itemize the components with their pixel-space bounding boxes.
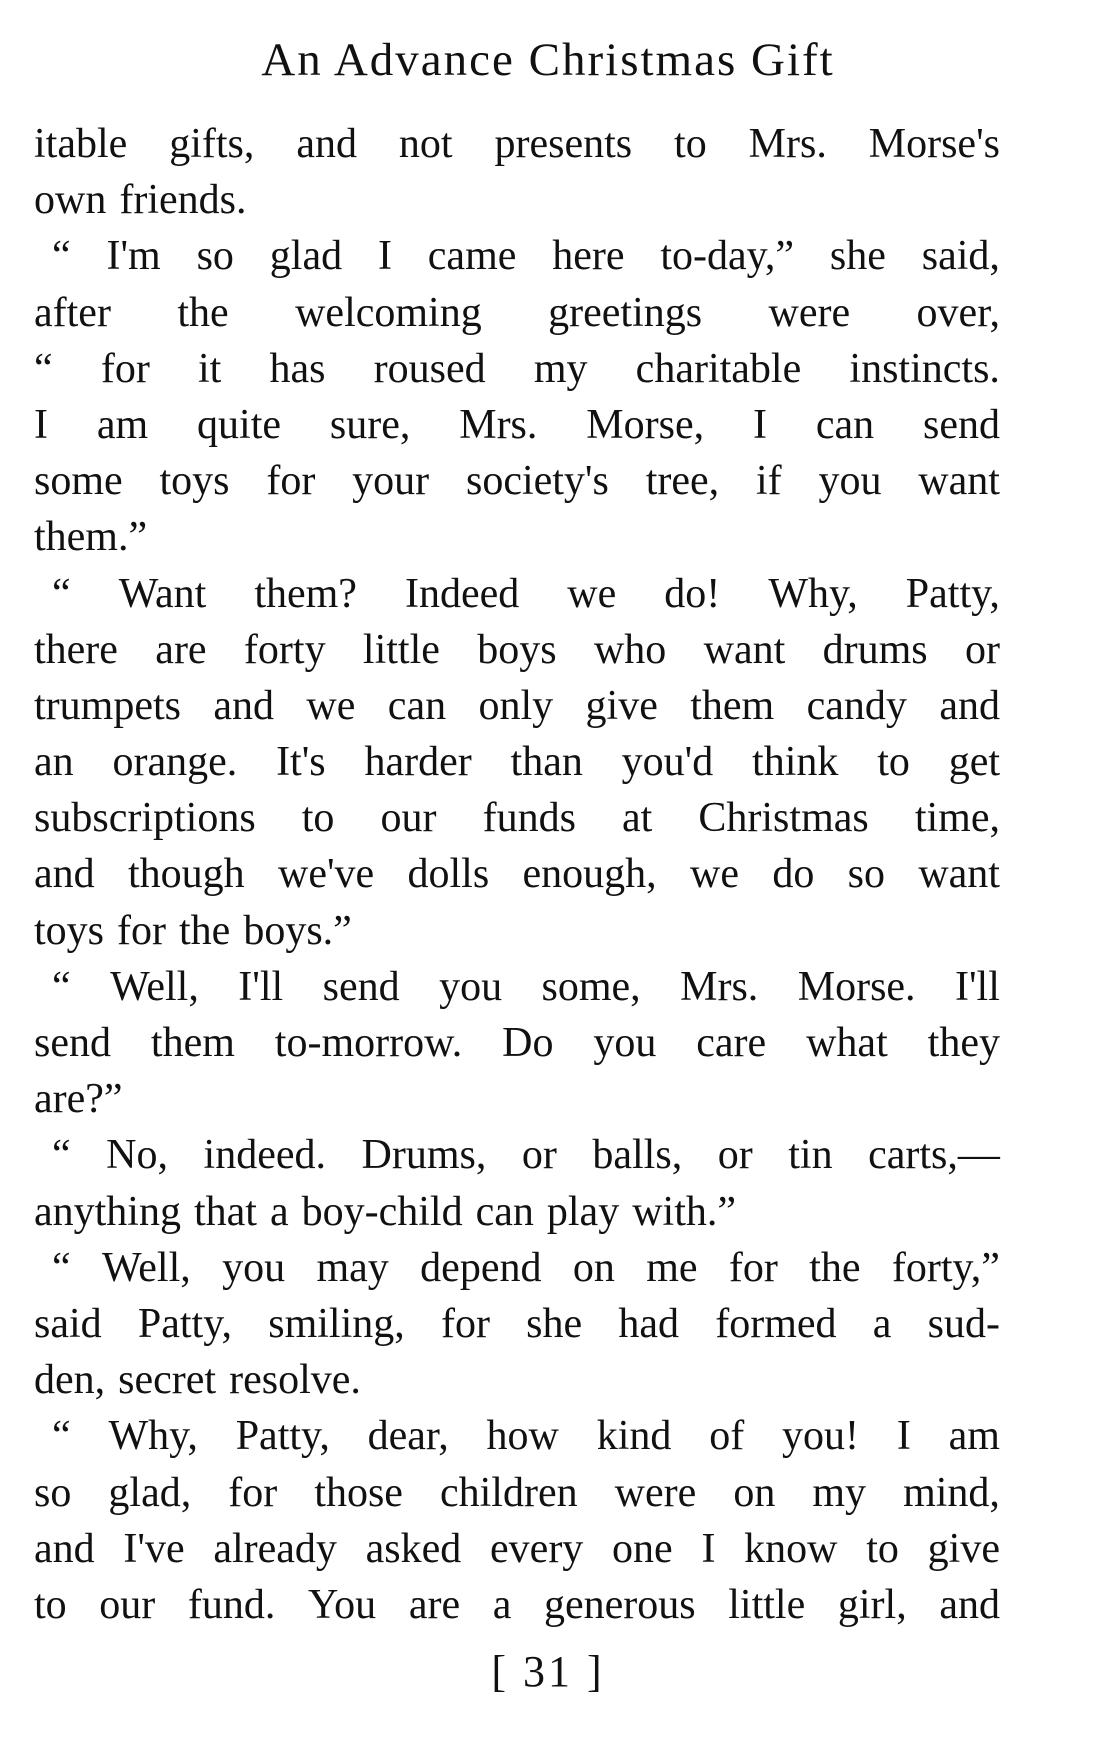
word: Drums, bbox=[361, 1132, 487, 1179]
word: Morse, bbox=[586, 401, 705, 448]
word: not bbox=[398, 121, 453, 167]
word: it bbox=[197, 345, 222, 392]
word: itable bbox=[34, 121, 128, 167]
word: my bbox=[812, 1469, 867, 1516]
word: or bbox=[717, 1132, 753, 1179]
word: may bbox=[316, 1244, 389, 1291]
text-line bbox=[34, 846, 1000, 902]
word: are bbox=[155, 626, 207, 673]
word: and bbox=[296, 121, 357, 167]
word: “ bbox=[52, 1132, 71, 1179]
word: how bbox=[486, 1413, 559, 1460]
word: we bbox=[567, 570, 617, 617]
word: the bbox=[177, 289, 229, 336]
word: them.” bbox=[34, 514, 148, 561]
word: orange. bbox=[112, 739, 238, 786]
word: we bbox=[306, 682, 356, 729]
word: after bbox=[34, 289, 111, 336]
word: den, bbox=[34, 1357, 106, 1404]
text-line bbox=[34, 116, 1000, 172]
word: so bbox=[847, 851, 885, 898]
word: to-day,” bbox=[660, 233, 795, 280]
word: anything bbox=[34, 1188, 181, 1235]
word: you bbox=[818, 458, 882, 505]
word: give bbox=[585, 682, 658, 729]
word: so bbox=[34, 1469, 72, 1516]
word: secret bbox=[118, 1357, 217, 1404]
word: I bbox=[377, 233, 392, 280]
word: send bbox=[34, 1020, 111, 1066]
word: care bbox=[696, 1020, 767, 1066]
word: here bbox=[552, 233, 625, 280]
word: to-morrow. bbox=[274, 1020, 463, 1066]
word: our bbox=[99, 1581, 156, 1628]
word: depend bbox=[420, 1244, 542, 1291]
word: own bbox=[34, 177, 107, 224]
word: Morse. bbox=[797, 963, 916, 1010]
word: an bbox=[34, 739, 74, 786]
word: sud- bbox=[927, 1300, 1000, 1347]
word: Indeed bbox=[404, 570, 520, 617]
word: some bbox=[34, 458, 123, 505]
word: toys bbox=[34, 907, 105, 954]
text-line bbox=[34, 1465, 1000, 1521]
text-line bbox=[34, 734, 1000, 790]
word: my bbox=[533, 345, 588, 392]
word: and bbox=[213, 682, 275, 729]
word: them bbox=[690, 682, 775, 729]
word: them? bbox=[254, 570, 357, 617]
word: carts,— bbox=[868, 1132, 1000, 1179]
word: send bbox=[322, 963, 400, 1010]
text-line bbox=[34, 228, 1000, 284]
word: I bbox=[752, 401, 767, 448]
word: Why, bbox=[768, 570, 858, 617]
word: Want bbox=[118, 570, 207, 617]
text-line bbox=[34, 1071, 1000, 1127]
word: forty bbox=[243, 626, 326, 673]
word: think bbox=[752, 739, 839, 786]
word: said, bbox=[921, 233, 1000, 280]
word: the bbox=[809, 1244, 861, 1291]
word: subscriptions bbox=[34, 795, 256, 842]
text-line bbox=[34, 509, 1000, 565]
word: glad, bbox=[108, 1469, 192, 1516]
word: instincts. bbox=[849, 345, 1000, 392]
word: to bbox=[877, 739, 910, 786]
word: balls, bbox=[592, 1132, 683, 1179]
word: little bbox=[728, 1581, 806, 1628]
word: quite bbox=[197, 401, 282, 448]
text-line bbox=[34, 397, 1000, 453]
word: can bbox=[815, 401, 875, 448]
word: girl, bbox=[837, 1581, 907, 1628]
text-line bbox=[34, 453, 1000, 509]
word: Mrs. bbox=[459, 401, 538, 448]
word: Do bbox=[502, 1020, 554, 1066]
word: glad bbox=[269, 233, 343, 280]
word: resolve. bbox=[229, 1357, 361, 1404]
text-line bbox=[34, 1184, 1000, 1240]
word: Mrs. bbox=[748, 121, 827, 167]
word: our bbox=[380, 795, 437, 842]
word: and bbox=[939, 1581, 1000, 1628]
word: trumpets bbox=[34, 682, 181, 729]
word: asked bbox=[365, 1525, 462, 1572]
word: to bbox=[674, 121, 707, 167]
word: has bbox=[269, 345, 326, 392]
word: formed bbox=[715, 1300, 837, 1347]
word: I bbox=[896, 1413, 911, 1460]
word: know bbox=[744, 1525, 838, 1572]
word: only bbox=[478, 682, 554, 729]
word: Morse's bbox=[868, 121, 1000, 167]
word: welcoming bbox=[295, 289, 482, 336]
word: You bbox=[308, 1581, 377, 1628]
word: than bbox=[510, 739, 583, 786]
word: you! bbox=[782, 1413, 859, 1460]
word: tin bbox=[788, 1132, 833, 1179]
word: dolls bbox=[407, 851, 490, 898]
word: for bbox=[228, 1469, 278, 1516]
word: do! bbox=[664, 570, 721, 617]
text-line bbox=[34, 622, 1000, 678]
word: boy-child bbox=[301, 1188, 463, 1235]
word: can bbox=[387, 682, 447, 729]
word: It's bbox=[276, 739, 326, 786]
word: or bbox=[965, 626, 1000, 673]
page-number: [ 31 ] bbox=[491, 1647, 605, 1696]
word: “ bbox=[52, 1413, 71, 1460]
word: I bbox=[34, 401, 48, 448]
word: time, bbox=[914, 795, 1000, 842]
word: were bbox=[768, 289, 851, 336]
word: and bbox=[34, 851, 95, 898]
word: gifts, bbox=[169, 121, 255, 167]
word: dear, bbox=[367, 1413, 449, 1460]
word: play bbox=[546, 1188, 620, 1235]
word: you bbox=[222, 1244, 286, 1291]
word: and bbox=[34, 1525, 95, 1572]
word: kind bbox=[596, 1413, 672, 1460]
word: boys.” bbox=[243, 907, 352, 954]
word: with.” bbox=[632, 1188, 737, 1235]
word: I've bbox=[123, 1525, 185, 1572]
word: them bbox=[150, 1020, 235, 1066]
word: a bbox=[872, 1300, 892, 1347]
word: “ bbox=[52, 963, 71, 1010]
word: get bbox=[948, 739, 1000, 786]
word: toys bbox=[159, 458, 230, 505]
word: I'll bbox=[238, 963, 284, 1010]
word: I'll bbox=[955, 963, 1000, 1010]
word: harder bbox=[364, 739, 472, 786]
running-head: An Advance Christmas Gift bbox=[261, 34, 835, 86]
word: every bbox=[490, 1525, 584, 1572]
word: she bbox=[829, 233, 886, 280]
word: are?” bbox=[34, 1076, 123, 1123]
word: roused bbox=[373, 345, 486, 392]
word: me bbox=[646, 1244, 698, 1291]
word: candy bbox=[806, 682, 907, 729]
word: forty,” bbox=[891, 1244, 1000, 1291]
text-line bbox=[34, 1352, 1000, 1408]
text-line bbox=[34, 172, 1000, 228]
text-line bbox=[34, 285, 1000, 341]
word: though bbox=[127, 851, 245, 898]
word: for bbox=[266, 458, 316, 505]
text-line bbox=[34, 1408, 1000, 1464]
word: those bbox=[314, 1469, 403, 1516]
word: and bbox=[939, 682, 1000, 729]
word: of bbox=[709, 1413, 745, 1460]
word: smiling, bbox=[268, 1300, 405, 1347]
text-line bbox=[34, 959, 1000, 1015]
word: Why, bbox=[108, 1413, 198, 1460]
word: or bbox=[521, 1132, 557, 1179]
word: one bbox=[612, 1525, 673, 1572]
word: children bbox=[440, 1469, 578, 1516]
word: Patty, bbox=[235, 1413, 330, 1460]
word: Christmas bbox=[698, 795, 869, 842]
word: we bbox=[690, 851, 739, 898]
word: boys bbox=[477, 626, 557, 673]
word: sure, bbox=[329, 401, 411, 448]
word: indeed. bbox=[203, 1132, 326, 1179]
word: I'm bbox=[106, 233, 161, 280]
word: the bbox=[179, 907, 231, 954]
text-line bbox=[34, 678, 1000, 734]
text-line bbox=[34, 1240, 1000, 1296]
word: on bbox=[572, 1244, 615, 1291]
word: came bbox=[427, 233, 517, 280]
word: for bbox=[100, 345, 150, 392]
word: funds bbox=[482, 795, 576, 842]
text-line bbox=[34, 1521, 1000, 1577]
word: what bbox=[806, 1020, 888, 1066]
word: for bbox=[117, 907, 166, 954]
word: presents bbox=[494, 121, 633, 167]
word: had bbox=[618, 1300, 680, 1347]
word: give bbox=[927, 1525, 1000, 1572]
text-line bbox=[34, 903, 1000, 959]
text-line bbox=[34, 1127, 1000, 1183]
word: No, bbox=[106, 1132, 169, 1179]
word: fund. bbox=[187, 1581, 276, 1628]
word: a bbox=[269, 1188, 289, 1235]
text-line bbox=[34, 1296, 1000, 1352]
word: tree, bbox=[645, 458, 720, 505]
body-text bbox=[34, 116, 1000, 1633]
word: want bbox=[918, 851, 1000, 898]
text-line bbox=[34, 1015, 1000, 1071]
word: generous bbox=[544, 1581, 696, 1628]
word: Well, bbox=[102, 1244, 191, 1291]
word: a bbox=[492, 1581, 512, 1628]
word: to bbox=[866, 1525, 899, 1572]
word: to bbox=[34, 1581, 67, 1628]
word: you bbox=[439, 963, 503, 1010]
word: if bbox=[755, 458, 782, 505]
word: drums bbox=[822, 626, 928, 673]
word: over, bbox=[916, 289, 1000, 336]
word: society's bbox=[465, 458, 609, 505]
word: already bbox=[213, 1525, 337, 1572]
word: enough, bbox=[522, 851, 657, 898]
word: there bbox=[34, 626, 118, 673]
word: were bbox=[614, 1469, 697, 1516]
word: Patty, bbox=[905, 570, 1000, 617]
word: “ bbox=[52, 570, 71, 617]
word: greetings bbox=[548, 289, 703, 336]
word: she bbox=[526, 1300, 583, 1347]
word: “ bbox=[34, 345, 53, 392]
word: your bbox=[352, 458, 430, 505]
word: at bbox=[622, 795, 653, 842]
word: said bbox=[34, 1300, 102, 1347]
text-line bbox=[34, 566, 1000, 622]
word: want bbox=[918, 458, 1000, 505]
word: so bbox=[196, 233, 234, 280]
word: I bbox=[701, 1525, 716, 1572]
word: to bbox=[301, 795, 335, 842]
text-line bbox=[34, 790, 1000, 846]
word: can bbox=[475, 1188, 534, 1235]
word: charitable bbox=[635, 345, 802, 392]
word: some, bbox=[541, 963, 641, 1010]
word: who bbox=[593, 626, 667, 673]
word: they bbox=[927, 1020, 1000, 1066]
word: on bbox=[733, 1469, 776, 1516]
word: are bbox=[408, 1581, 461, 1628]
word: am bbox=[948, 1413, 1000, 1460]
word: “ bbox=[52, 1244, 71, 1291]
word: do bbox=[772, 851, 815, 898]
word: you bbox=[593, 1020, 657, 1066]
word: want bbox=[703, 626, 786, 673]
word: Patty, bbox=[137, 1300, 232, 1347]
word: that bbox=[193, 1188, 257, 1235]
word: you'd bbox=[621, 739, 714, 786]
word: Mrs. bbox=[680, 963, 759, 1010]
word: send bbox=[922, 401, 1000, 448]
word: “ bbox=[52, 233, 71, 280]
word: friends. bbox=[119, 177, 247, 224]
word: for bbox=[728, 1244, 778, 1291]
word: mind, bbox=[903, 1469, 1000, 1516]
word: we've bbox=[277, 851, 375, 898]
text-line bbox=[34, 1577, 1000, 1633]
word: am bbox=[96, 401, 149, 448]
word: Well, bbox=[110, 963, 199, 1010]
text-line bbox=[34, 341, 1000, 397]
word: little bbox=[362, 626, 440, 673]
word: for bbox=[440, 1300, 490, 1347]
